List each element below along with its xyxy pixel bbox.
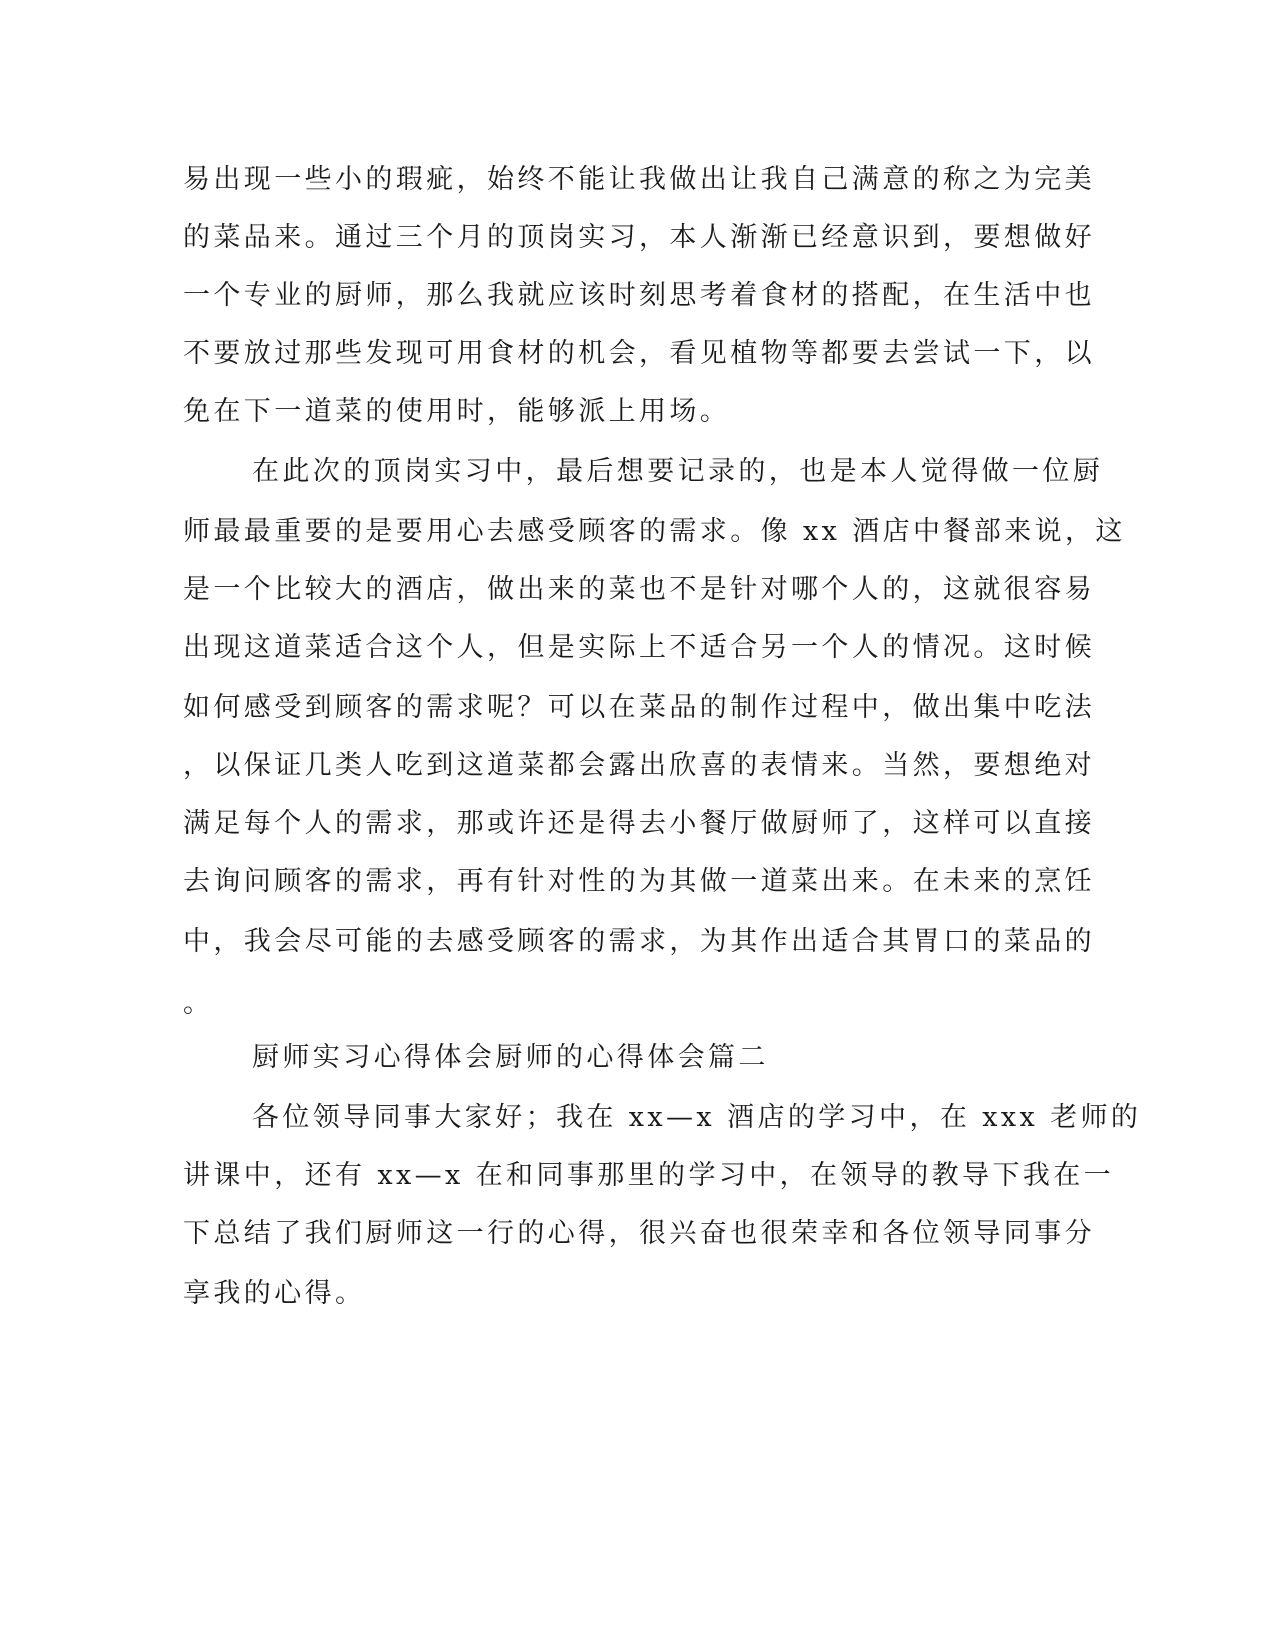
text-line: 是一个比较大的酒店，做出来的菜也不是针对哪个人的，这就很容易 [183, 574, 1095, 605]
text-line: 讲课中，还有 xx—x 在和同事那里的学习中，在领导的教导下我在一 [183, 1160, 1115, 1191]
text-line: 去询问顾客的需求，再有针对性的为其做一道菜出来。在未来的烹饪 [183, 866, 1095, 897]
text-line: 不要放过那些发现可用食材的机会，看见植物等都要去尝试一下，以 [183, 338, 1095, 369]
text-line: 一个专业的厨师，那么我就应该时刻思考着食材的搭配，在生活中也 [183, 280, 1095, 311]
paragraph-start-line: 各位领导同事大家好；我在 xx—x 酒店的学习中，在 xxx 老师的 [252, 1102, 1142, 1133]
text-line: 。 [183, 988, 214, 1019]
text-line: ，以保证几类人吃到这道菜都会露出欣喜的表情来。当然，要想绝对 [183, 750, 1095, 781]
text-line: 下总结了我们厨师这一行的心得，很兴奋也很荣幸和各位领导同事分 [183, 1218, 1095, 1249]
paragraph-start-line: 在此次的顶岗实习中，最后想要记录的，也是本人觉得做一位厨 [252, 456, 1104, 487]
text-line: 享我的心得。 [183, 1278, 366, 1309]
text-line: 易出现一些小的瑕疵，始终不能让我做出让我自己满意的称之为完美 [183, 164, 1095, 195]
text-line: 的菜品来。通过三个月的顶岗实习，本人渐渐已经意识到，要想做好 [183, 222, 1095, 253]
text-line: 师最最重要的是要用心去感受顾客的需求。像 xx 酒店中餐部来说，这 [183, 516, 1126, 547]
section-heading: 厨师实习心得体会厨师的心得体会篇二 [252, 1042, 769, 1073]
text-line: 免在下一道菜的使用时，能够派上用场。 [183, 396, 731, 427]
text-line: 满足每个人的需求，那或许还是得去小餐厅做厨师了，这样可以直接 [183, 808, 1095, 839]
text-line: 出现这道菜适合这个人，但是实际上不适合另一个人的情况。这时候 [183, 632, 1095, 663]
text-line: 中，我会尽可能的去感受顾客的需求，为其作出适合其胃口的菜品的 [183, 926, 1095, 957]
text-line: 如何感受到顾客的需求呢？可以在菜品的制作过程中，做出集中吃法 [183, 692, 1095, 723]
